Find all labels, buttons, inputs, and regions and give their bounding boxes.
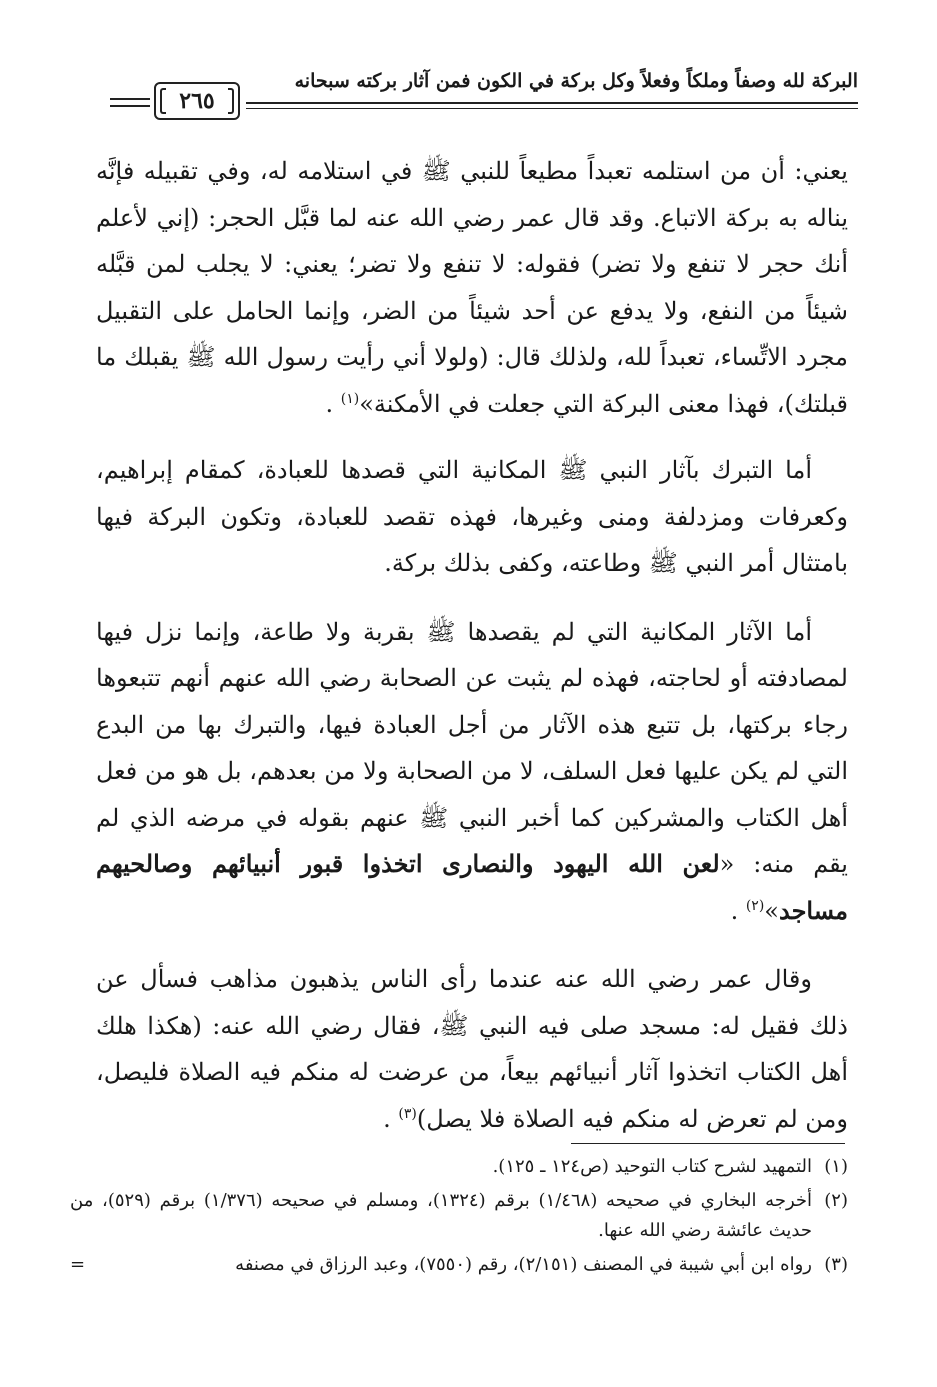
quote-close: »	[764, 896, 779, 925]
footnote-mark: (١)	[824, 1156, 848, 1177]
body-text	[96, 148, 848, 1142]
paragraph-1	[96, 148, 848, 427]
header-title: البركة لله وصفاً وملكاً وفعلاً وكل بركة في الكون فمن آثار بركته سبحانه	[294, 70, 858, 92]
footnote-2	[70, 1186, 848, 1246]
paragraph-4	[96, 956, 848, 1142]
footnote-text: أخرجه البخاري في صحيحه (١/٤٦٨) برقم (١٣٢٤)، ومسلم في صحيحه (١/٣٧٦) برقم (٥٢٩)، من حديث عائشة رضي الله عنها.	[70, 1190, 813, 1241]
continuation-mark: =	[70, 1254, 86, 1275]
hadith-quote: لعن الله اليهود والنصارى اتخذوا قبور أنبيائهم وصالحيهم مساجد	[96, 849, 848, 925]
footnote-ref-1: (١)	[340, 390, 360, 407]
paragraph-2: أما التبرك بآثار النبي ﷺ المكانية التي قصدها للعبادة، كمقام إبراهيم، وكعرفات ومزدلفة ومنى وغيرها، فهذه تقصد للعبادة، وتكون البركة فيها بامتثال أمر النبي ﷺ وطاعته، وكفى بذلك بركة.	[96, 456, 848, 577]
header-rule-thick	[246, 102, 858, 104]
paragraph-4-text: وقال عمر رضي الله عنه عندما رأى الناس يذهبون مذاهب فسأل عن ذلك فقيل له: مسجد صلى فيه النبي ﷺ، فقال رضي الله عنه: (هكذا هلك أهل الكتاب اتخذوا آثار أنبيائهم بيعاً، من عرضت له منكم فيه الصلاة فليصل، ومن لم تعرض له منكم فيه الصلاة فلا يصل)	[96, 965, 848, 1133]
page-number-frame	[154, 82, 240, 120]
footnote-1	[70, 1152, 848, 1182]
header-ornament-line	[110, 98, 150, 100]
footnote-mark: (٣)	[824, 1254, 848, 1275]
footnote-ref-3: (٣)	[398, 1105, 417, 1122]
footnote-text: التمهيد لشرح كتاب التوحيد (ص١٢٤ ـ ١٢٥).	[492, 1156, 812, 1177]
footnote-text: رواه ابن أبي شيبة في المصنف (٢/١٥١)، رقم (٧٥٥٠)، وعبد الرزاق في مصنفه	[235, 1254, 812, 1275]
footnote-ref-2: (٢)	[745, 897, 765, 914]
footnote-mark: (٢)	[824, 1190, 848, 1211]
paragraph-3-text: أما الآثار المكانية التي لم يقصدها ﷺ بقربة ولا طاعة، وإنما نزل فيها لمصادفته أو لحاجته، فهذه لم يثبت عن الصحابة رضي الله عنهم أنهم تتبعوها رجاء بركتها، بل تتبع هذه الآثار من أجل العبادة فيها، والتبرك بها من البدع التي لم يكن عليها فعل السلف، لا من الصحابة ولا من بعدهم، بل هو من فعل أهل الكتاب والمشركين كما أخبر النبي ﷺ عنهم بقوله في مرضه الذي لم يقم منه: «	[96, 617, 848, 878]
paragraph-3	[96, 609, 848, 935]
header-rule-thin	[246, 108, 858, 109]
paragraph-4-end: .	[383, 1104, 399, 1133]
footnotes	[70, 1152, 848, 1284]
paragraph-1-end: .	[325, 389, 341, 418]
page-number: ٢٦٥	[179, 88, 215, 114]
header-ornament-line	[110, 105, 150, 107]
running-header	[110, 68, 858, 128]
footnote-3	[70, 1250, 848, 1280]
paragraph-3-end: .	[730, 896, 746, 925]
paragraph-1-text: يعني: أن من استلمه تعبداً مطيعاً للنبي ﷺ في استلامه له، وفي تقبيله فإنَّه يناله به بركة الاتباع. وقد قال عمر رضي الله عنه لما قبَّل الحجر: (إني لأعلم أنك حجر لا تنفع ولا تضر) فقوله: لا تنفع ولا تضر؛ يعني: لا يجلب لمن قبَّله شيئاً من النفع، ولا يدفع عن أحد شيئاً من الضر، وإنما الحامل على التقبيل مجرد الاتِّساء، تعبداً لله، ولذلك قال: (ولولا أني رأيت رسول الله ﷺ يقبلك ما قبلتك)، فهذا معنى البركة التي جعلت في الأمكنة»	[96, 157, 849, 418]
footnote-separator	[571, 1143, 845, 1144]
